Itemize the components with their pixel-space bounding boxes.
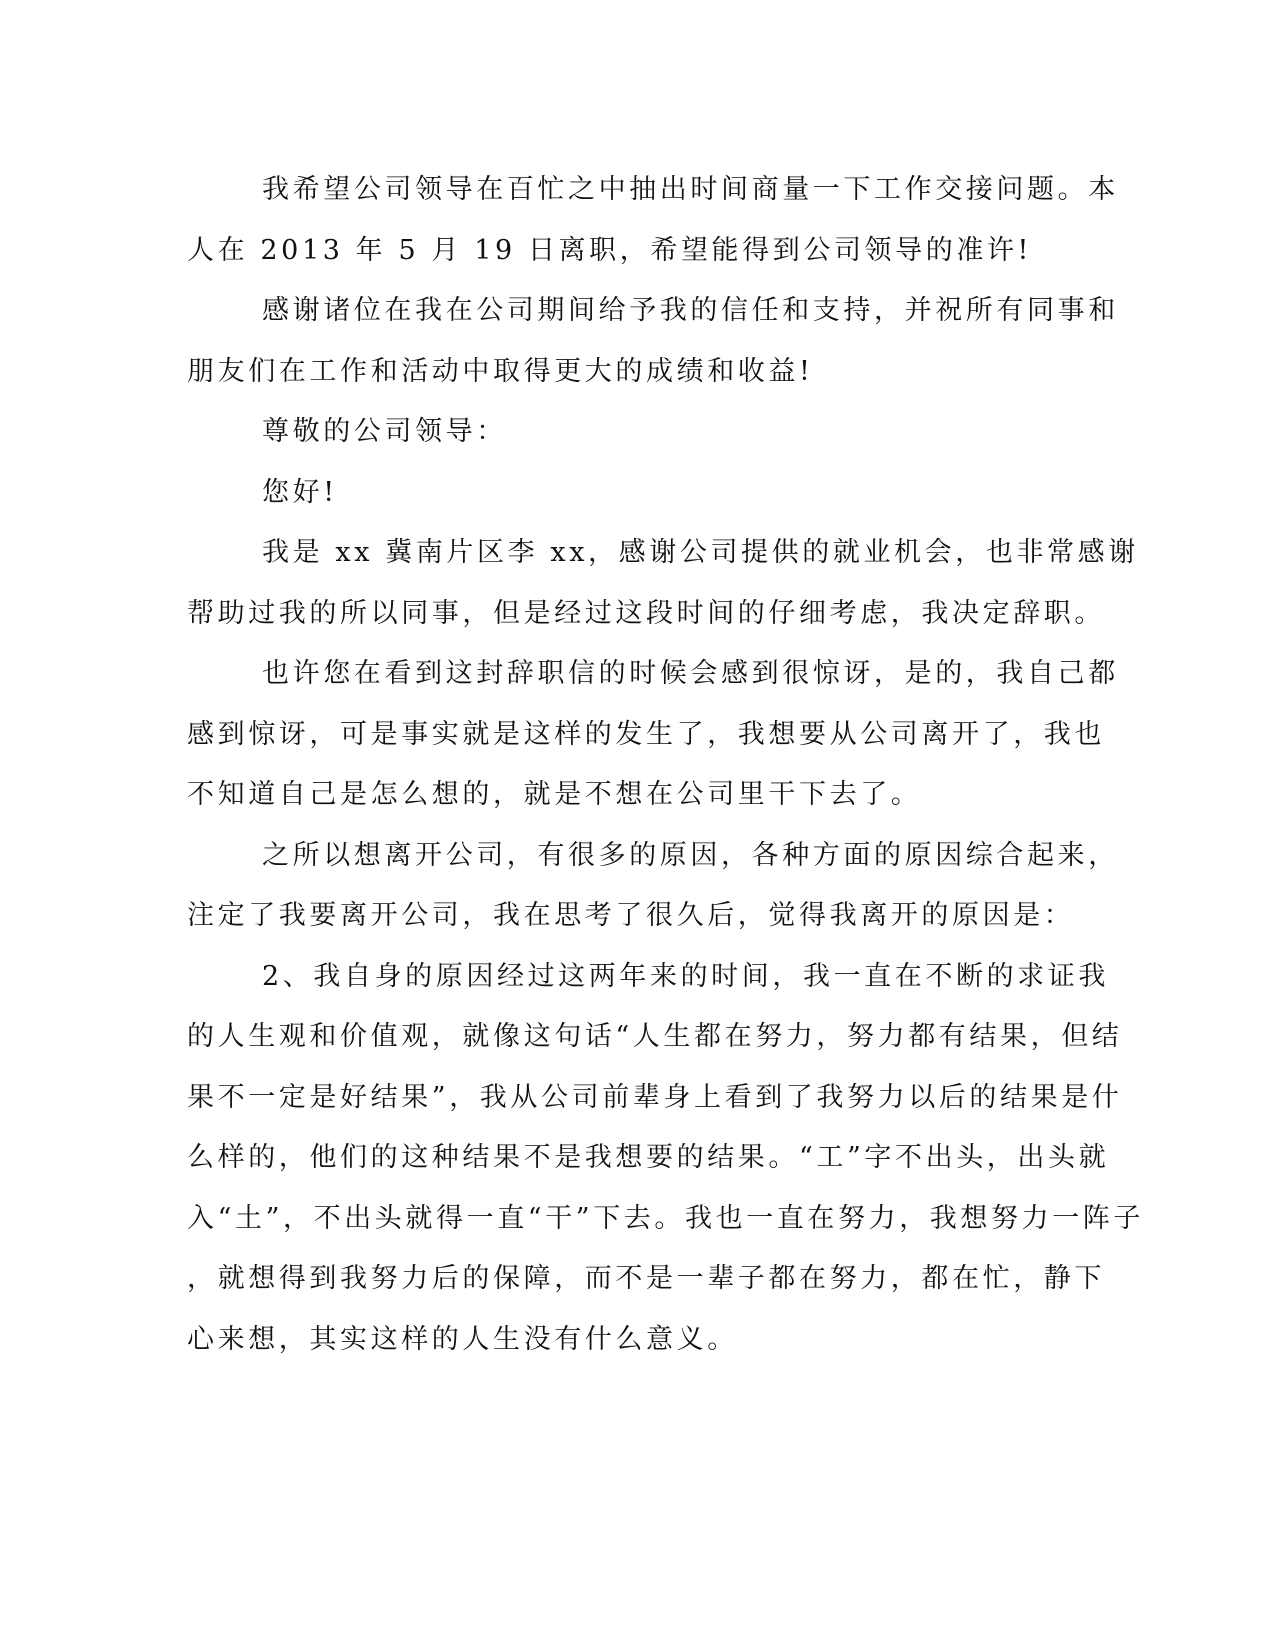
salutation: 尊敬的公司领导： <box>262 416 507 447</box>
paragraph-line: 感到惊讶，可是事实就是这样的发生了，我想要从公司离开了，我也 <box>187 718 1105 750</box>
paragraph-line: 不知道自己是怎么想的，就是不想在公司里干下去了。 <box>187 779 922 810</box>
paragraph-line: 帮助过我的所以同事，但是经过这段时间的仔细考虑，我决定辞职。 <box>187 597 1105 629</box>
paragraph-line: 感谢诸位在我在公司期间给予我的信任和支持，并祝所有同事和 <box>262 295 1119 326</box>
paragraph-line: 么样的，他们的这种结果不是我想要的结果。“工”字不出头，出头就 <box>187 1142 1110 1173</box>
paragraph-line: ，就想得到我努力后的保障，而不是一辈子都在努力，都在忙，静下 <box>187 1263 1105 1294</box>
letter-body <box>187 160 1145 1370</box>
paragraph-line: 的人生观和价值观，就像这句话“人生都在努力，努力都有结果，但结 <box>187 1021 1123 1052</box>
paragraph-line: 我是 xx 冀南片区李 xx，感谢公司提供的就业机会，也非常感谢 <box>262 537 1139 568</box>
paragraph-line: 心来想，其实这样的人生没有什么意义。 <box>187 1323 738 1355</box>
greeting: 您好! <box>262 476 338 508</box>
paragraph-line: 果不一定是好结果”，我从公司前辈身上看到了我努力以后的结果是什 <box>187 1081 1123 1113</box>
paragraph-line: 入“土”，不出头就得一直“干”下去。我也一直在努力，我想努力一阵子 <box>187 1202 1145 1234</box>
paragraph-line: 我希望公司领导在百忙之中抽出时间商量一下工作交接问题。本 <box>262 174 1119 205</box>
paragraph-line: 注定了我要离开公司，我在思考了很久后，觉得我离开的原因是： <box>187 900 1075 931</box>
paragraph-line: 也许您在看到这封辞职信的时候会感到很惊讶，是的，我自己都 <box>262 658 1119 689</box>
paragraph-line: 朋友们在工作和活动中取得更大的成绩和收益! <box>187 355 814 387</box>
paragraph-line: 人在 2013 年 5 月 19 日离职，希望能得到公司领导的准许! <box>187 234 1032 266</box>
paragraph-line: 2、我自身的原因经过这两年来的时间，我一直在不断的求证我 <box>262 960 1109 992</box>
paragraph-line: 之所以想离开公司，有很多的原因，各种方面的原因综合起来， <box>262 839 1119 871</box>
